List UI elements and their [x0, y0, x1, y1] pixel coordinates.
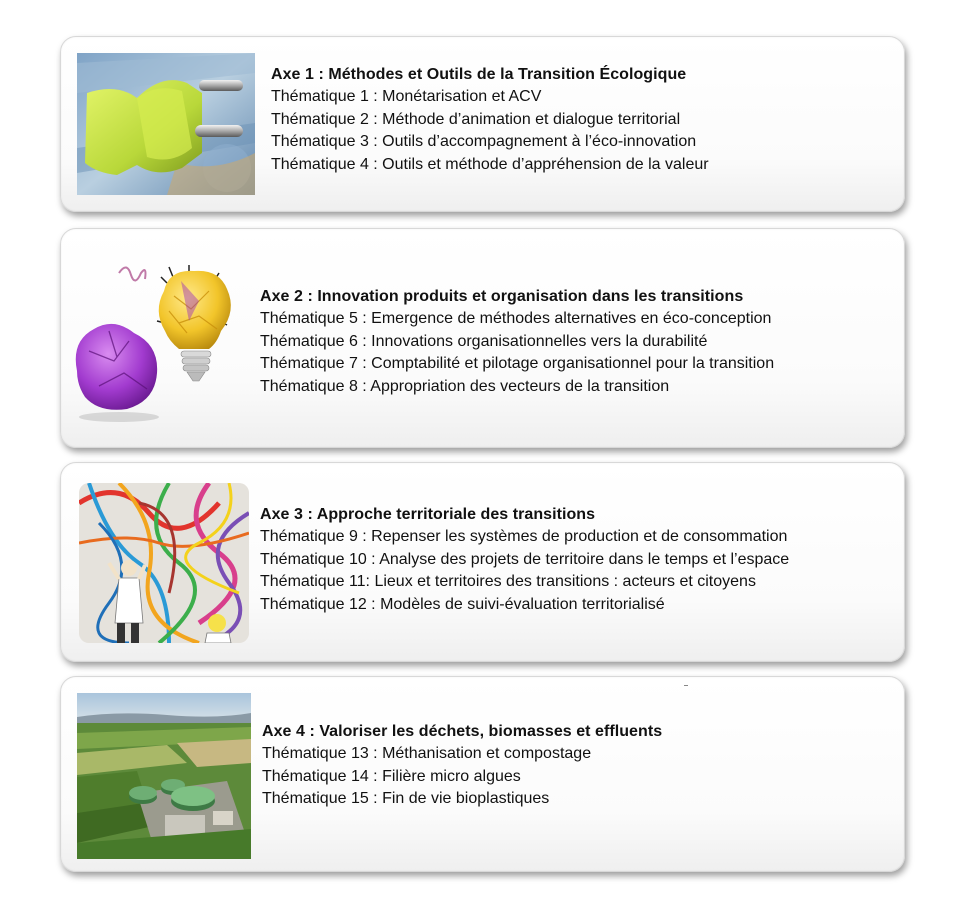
axe-3-text — [260, 504, 789, 616]
axe-3-image — [79, 483, 249, 643]
axe-1-theme-2: Thématique 2 : Méthode d’animation et dialogue territorial — [271, 110, 681, 128]
axe-1-theme-1: Thématique 1 : Monétarisation et ACV — [271, 88, 542, 105]
axe-4-title: Axe 4 : Valoriser les déchets, biomasses et effluents — [262, 723, 663, 740]
axe-3-card — [60, 462, 905, 662]
crumpled-paper-lightbulb-icon — [69, 261, 259, 429]
axe-2-title: Axe 2 : Innovation produits et organisation dans les transitions — [260, 288, 744, 305]
axe-2-card — [60, 228, 905, 448]
axe-1-title: Axe 1 : Méthodes et Outils de la Transition Écologique — [271, 66, 687, 83]
axe-4-theme-13: Thématique 13 : Méthanisation et compostage — [262, 745, 592, 762]
axe-4-image — [77, 693, 251, 859]
axe-4-theme-14: Thématique 14 : Filière micro algues — [262, 767, 521, 785]
axe-1-theme-4: Thématique 4 : Outils et méthode d’appréhension de la valeur — [271, 155, 709, 173]
axe-2-text — [260, 286, 774, 398]
axe-2-image — [69, 261, 259, 429]
axe-2-theme-5: Thématique 5 : Emergence de méthodes alternatives en éco-conception — [260, 310, 772, 327]
axe-1-theme-3: Thématique 3 : Outils d’accompagnement à l’éco-innovation — [271, 133, 697, 150]
axe-3-theme-11: Thématique 11: Lieux et territoires des transitions : acteurs et citoyens — [260, 573, 756, 590]
axe-1-card — [60, 36, 905, 212]
axe-2-theme-7: Thématique 7 : Comptabilité et pilotage organisationnel pour la transition — [260, 355, 775, 372]
axe-1-text — [271, 64, 709, 176]
axe-3-theme-10: Thématique 10 : Analyse des projets de territoire dans le temps et l’espace — [260, 550, 790, 568]
axe-2-theme-6: Thématique 6 : Innovations organisationnelles vers la durabilité — [260, 332, 708, 350]
axe-2-theme-8: Thématique 8 : Appropriation des vecteurs de la transition — [260, 377, 670, 395]
electric-plug-icon — [77, 53, 255, 195]
axe-3-title: Axe 3 : Approche territoriale des transitions — [260, 506, 596, 523]
axe-4-theme-15: Thématique 15 : Fin de vie bioplastiques — [262, 790, 550, 807]
axe-3-theme-12: Thématique 12 : Modèles de suivi-évaluation territorialisé — [260, 595, 665, 613]
axe-3-theme-9: Thématique 9 : Repenser les systèmes de production et de consommation — [260, 528, 788, 545]
axe-1-image — [77, 53, 255, 195]
colorful-lines-illustration-icon — [79, 483, 249, 643]
stray-mark — [684, 685, 688, 686]
biogas-plant-icon — [77, 693, 251, 859]
axe-4-card — [60, 676, 905, 872]
axe-4-text — [262, 721, 662, 811]
